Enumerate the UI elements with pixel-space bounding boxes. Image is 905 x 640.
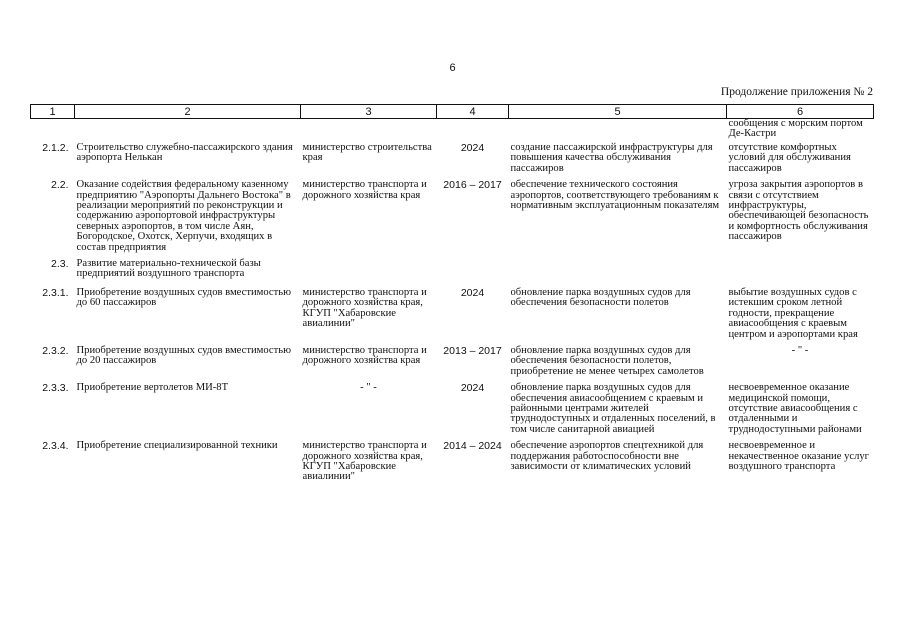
- row-number: 2.3.: [50, 258, 69, 271]
- executor: - " -: [360, 382, 377, 394]
- consequence: выбытие воздушных судов с истекшим сроком летной годности, прекращение авиасообщения с краевым центром и аэропортами края: [728, 286, 858, 340]
- measure-name: Приобретение специализированной техники: [76, 440, 278, 452]
- row-number: 2.3.4.: [42, 440, 69, 453]
- row-number: 2.3.1.: [42, 286, 69, 299]
- column-header: 1: [31, 105, 75, 119]
- column-header: 2: [75, 105, 301, 119]
- consequence: несвоевременное оказание медицинской помощи, отсутствие авиасообщения с отдаленными и труднодоступными районами: [728, 382, 862, 435]
- column-header: 5: [509, 105, 727, 119]
- consequence: - " -: [791, 344, 809, 356]
- header-row: [31, 105, 874, 119]
- table-row: [31, 288, 874, 340]
- measure-name: Приобретение воздушных судов вместимостью до 20 пассажиров: [76, 344, 291, 367]
- page-number: 6: [449, 62, 456, 74]
- period: 2016 – 2017: [443, 179, 502, 192]
- consequence: несвоевременное и некачественное оказание услуг воздушного транспорта: [728, 440, 870, 472]
- measure-name: Приобретение воздушных судов вместимостью до 60 пассажиров: [76, 286, 291, 309]
- table-row: [31, 383, 874, 435]
- column-header: 6: [727, 105, 874, 119]
- consequence: [727, 259, 874, 280]
- measure-name: Развитие материально-технической базы предприятий воздушного транспорта: [76, 258, 261, 280]
- expected-result: обеспечение аэропортов спецтехникой для поддержания работоспособности вне зависимости от климатических условий: [510, 440, 704, 472]
- measure-name: [75, 119, 301, 144]
- executor: министерство транспорта и дорожного хозяйства края: [302, 179, 427, 201]
- measure-name: Строительство служебно-пассажирского здания аэропорта Нелькан: [76, 142, 293, 164]
- period: 2024: [460, 286, 485, 299]
- row-number: [31, 119, 75, 144]
- column-header: 3: [301, 105, 437, 119]
- column-header: 4: [437, 105, 509, 119]
- table-row: [31, 259, 874, 280]
- table-row: [31, 180, 874, 253]
- consequence: угроза закрытия аэропортов в связи с отсутствием инфраструктуры, обеспечивающей безопасность и комфортность обслуживания пассажиров: [728, 179, 869, 243]
- executor: министерство транспорта и дорожного хозяйства края, КГУП "Хабаровские авиалинии": [302, 440, 427, 483]
- measure-name: Приобретение вертолетов МИ-8Т: [76, 382, 229, 394]
- consequence: отсутствие комфортных условий для обслуживания пассажиров: [728, 142, 851, 174]
- row-number: 2.3.2.: [42, 344, 69, 357]
- row-number: 2.1.2.: [42, 142, 69, 154]
- table-row: [31, 441, 874, 483]
- executor: министерство транспорта и дорожного хозяйства края, КГУП "Хабаровские авиалинии": [302, 286, 427, 330]
- expected-result: [509, 119, 727, 144]
- executor: министерство транспорта и дорожного хозяйства края: [302, 344, 427, 367]
- period: [437, 119, 509, 144]
- program-table: [30, 104, 874, 483]
- period: 2024: [460, 382, 485, 395]
- executor: [301, 119, 437, 144]
- table-row: [31, 143, 874, 174]
- period: 2014 – 2024: [443, 440, 502, 453]
- row-number: 2.2.: [50, 179, 69, 192]
- period: 2013 – 2017: [443, 344, 502, 357]
- expected-result: создание пассажирской инфраструктуры для повышения качества обслуживания пассажиров: [510, 142, 713, 174]
- executor: [301, 259, 437, 280]
- expected-result: обновление парка воздушных судов для обеспечения авиасообщением с краевым и районными центрами жителей труднодоступных и отдаленных поселений, в том числе санитарной авиацией: [510, 382, 716, 435]
- measure-name: Оказание содействия федеральному казенному предприятию "Аэропорты Дальнего Востока" в реализации мероприятий по реконструкции и содержанию аэропортовой инфраструктуры северных аэропортов, в том числе Аян, Богородское, Охотск, Херпучи, входящих в состав предприятия: [76, 179, 291, 253]
- executor: министерство строительства края: [302, 142, 432, 164]
- expected-result: обновление парка воздушных судов для обеспечения безопасности полетов: [510, 286, 691, 309]
- period: 2024: [460, 142, 485, 154]
- expected-result: обеспечение технического состояния аэропортов, соответствующего требованиям к нормативным эксплуатационным показателям: [510, 179, 720, 212]
- table-row: [31, 119, 874, 144]
- continuation-label: Продолжение приложения № 2: [720, 86, 873, 98]
- expected-result: [509, 259, 727, 280]
- table-row: [31, 346, 874, 377]
- consequence: сообщения с морским портом Де-Кастри: [728, 118, 863, 140]
- expected-result: обновление парка воздушных судов для обеспечения безопасности полетов, приобретение не менее четырех самолетов: [510, 344, 704, 377]
- period: [437, 259, 509, 280]
- row-number: 2.3.3.: [42, 382, 69, 395]
